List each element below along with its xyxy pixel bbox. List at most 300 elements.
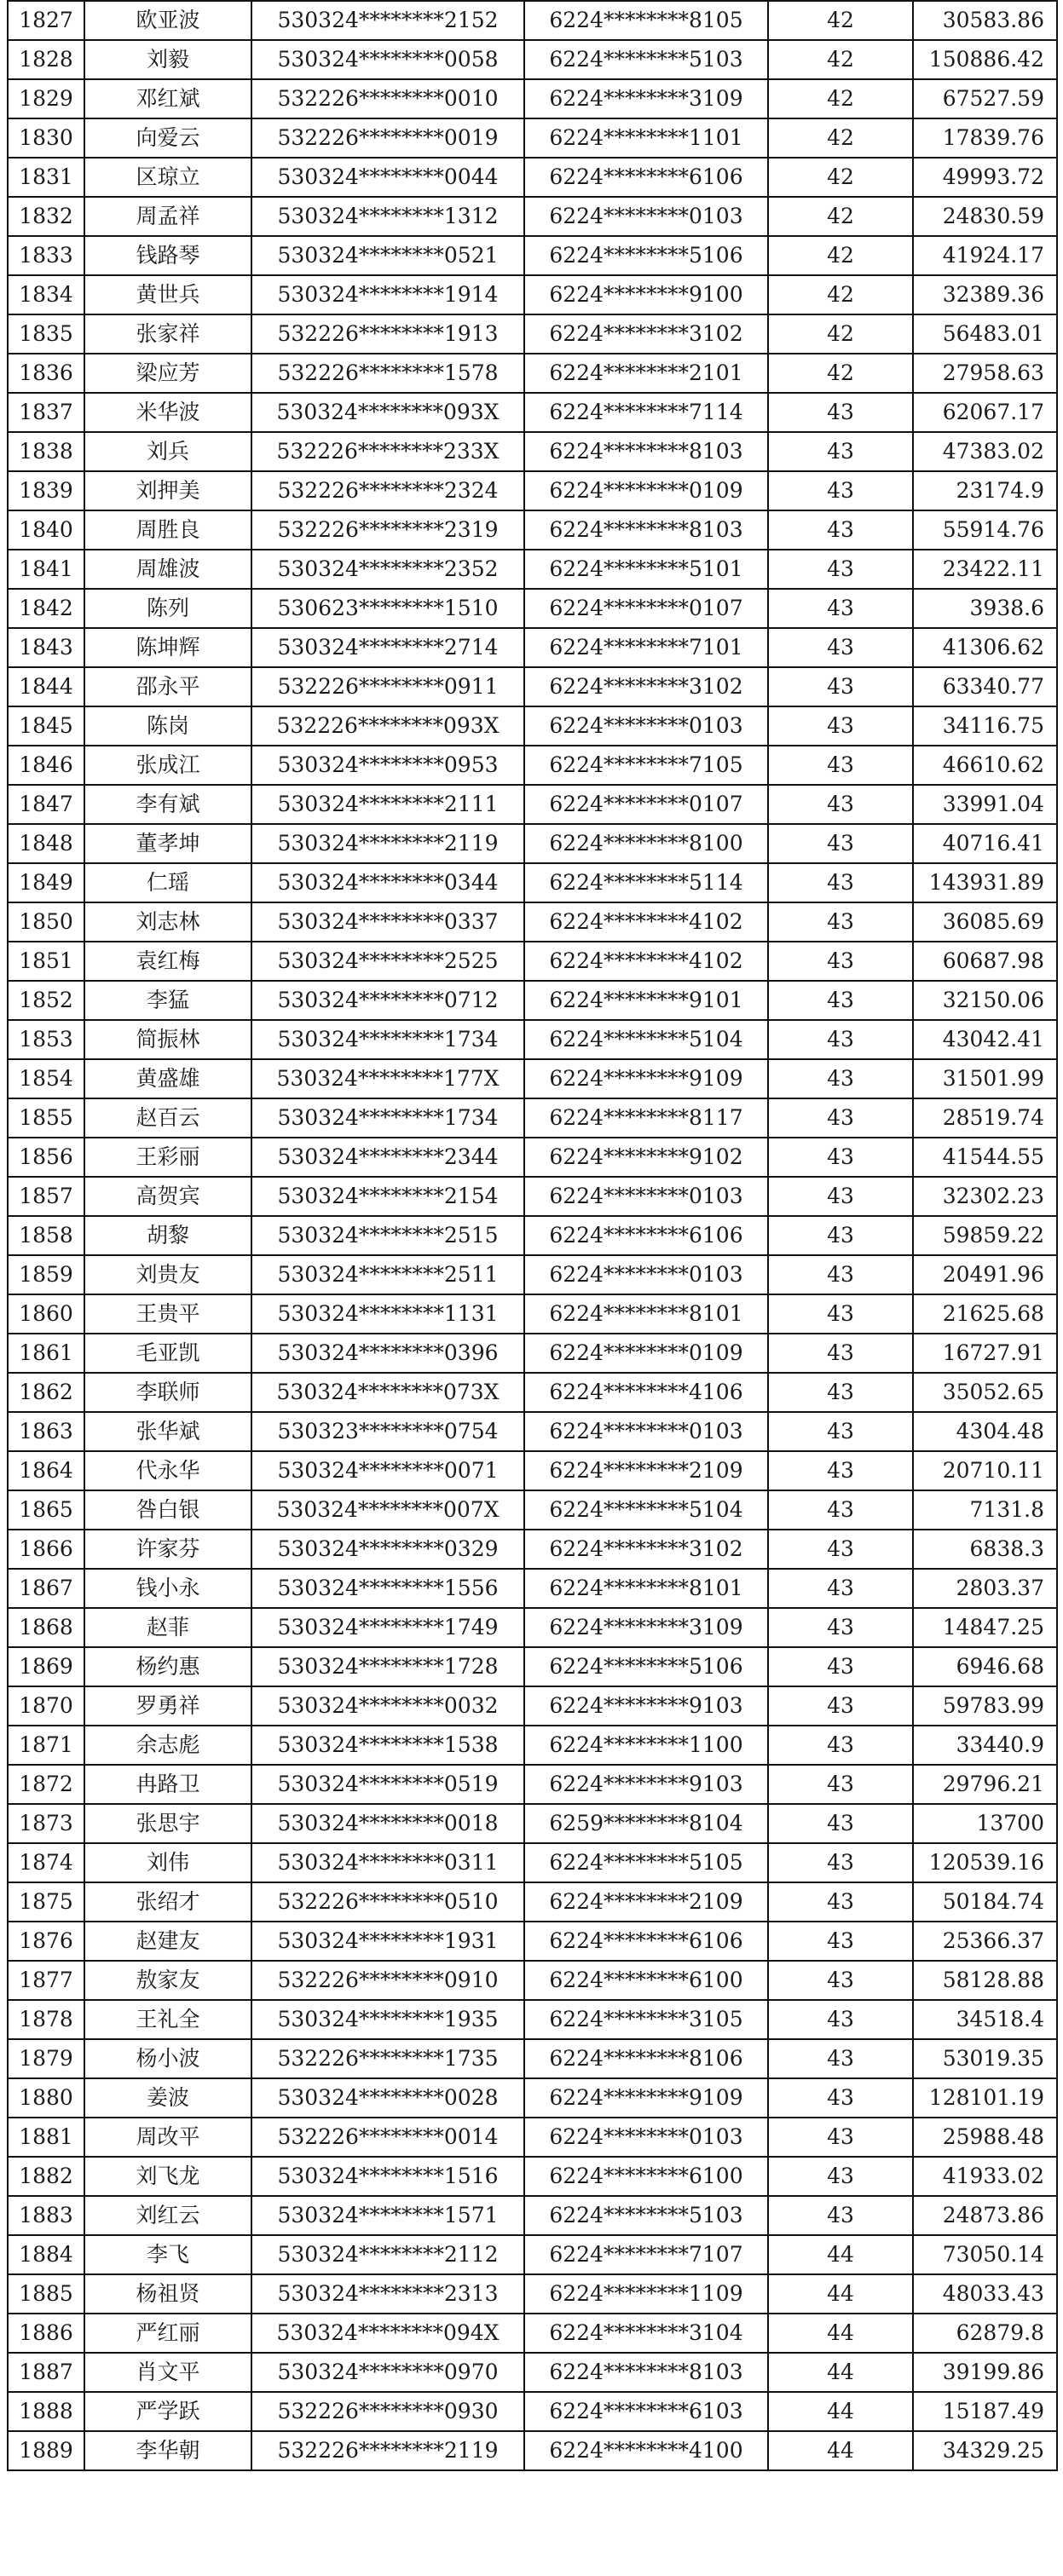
table-row — [8, 2392, 1057, 2431]
name-cell: 赵菲 — [84, 1608, 251, 1647]
row-number-cell: 1871 — [8, 1726, 84, 1765]
amount-cell: 20710.11 — [913, 1451, 1057, 1490]
row-number-cell: 1836 — [8, 354, 84, 393]
name-cell: 刘红云 — [84, 2196, 251, 2235]
card-number-cell: 6224********9109 — [524, 1059, 768, 1098]
card-number-cell: 6224********3102 — [524, 667, 768, 706]
name-cell: 董孝坤 — [84, 824, 251, 863]
card-number-cell: 6224********0103 — [524, 1255, 768, 1294]
name-cell: 刘伟 — [84, 1843, 251, 1882]
name-cell: 胡黎 — [84, 1216, 251, 1255]
card-number-cell: 6224********5106 — [524, 236, 768, 275]
table-row — [8, 1059, 1057, 1098]
name-cell: 许家芬 — [84, 1530, 251, 1569]
name-cell: 刘贵友 — [84, 1255, 251, 1294]
card-number-cell: 6224********6106 — [524, 1216, 768, 1255]
count-cell: 42 — [768, 79, 913, 118]
amount-cell: 67527.59 — [913, 79, 1057, 118]
card-number-cell: 6224********5114 — [524, 863, 768, 902]
amount-cell: 13700 — [913, 1804, 1057, 1843]
table-row — [8, 471, 1057, 510]
card-number-cell: 6224********4106 — [524, 1373, 768, 1412]
amount-cell: 150886.42 — [913, 40, 1057, 79]
card-number-cell: 6224********4100 — [524, 2431, 768, 2470]
id-number-cell: 530324********0311 — [251, 1843, 524, 1882]
table-row — [8, 393, 1057, 432]
id-number-cell: 530324********0344 — [251, 863, 524, 902]
count-cell: 44 — [768, 2431, 913, 2470]
table-row — [8, 2039, 1057, 2078]
amount-cell: 21625.68 — [913, 1294, 1057, 1334]
row-number-cell: 1833 — [8, 236, 84, 275]
count-cell: 43 — [768, 1490, 913, 1530]
id-number-cell: 530324********1312 — [251, 197, 524, 236]
card-number-cell: 6224********3102 — [524, 314, 768, 354]
name-cell: 陈岗 — [84, 706, 251, 746]
id-number-cell: 530324********2313 — [251, 2274, 524, 2314]
amount-cell: 17839.76 — [913, 118, 1057, 158]
id-number-cell: 530324********094X — [251, 2314, 524, 2353]
count-cell: 43 — [768, 2000, 913, 2039]
name-cell: 李有斌 — [84, 785, 251, 824]
id-number-cell: 532226********1735 — [251, 2039, 524, 2078]
card-number-cell: 6224********6106 — [524, 158, 768, 197]
id-number-cell: 530324********0071 — [251, 1451, 524, 1490]
count-cell: 43 — [768, 1647, 913, 1686]
row-number-cell: 1884 — [8, 2235, 84, 2274]
id-number-cell: 530324********1516 — [251, 2157, 524, 2196]
id-number-cell: 532226********233X — [251, 432, 524, 471]
card-number-cell: 6224********2109 — [524, 1451, 768, 1490]
name-cell: 赵建友 — [84, 1922, 251, 1961]
card-number-cell: 6224********7105 — [524, 746, 768, 785]
amount-cell: 58128.88 — [913, 1961, 1057, 2000]
count-cell: 43 — [768, 393, 913, 432]
amount-cell: 55914.76 — [913, 510, 1057, 550]
table-row — [8, 1412, 1057, 1451]
id-number-cell: 530324********2119 — [251, 824, 524, 863]
amount-cell: 3938.6 — [913, 589, 1057, 628]
card-number-cell: 6224********4102 — [524, 942, 768, 981]
table-row — [8, 2078, 1057, 2118]
count-cell: 44 — [768, 2235, 913, 2274]
amount-cell: 41544.55 — [913, 1138, 1057, 1177]
card-number-cell: 6224********5103 — [524, 2196, 768, 2235]
row-number-cell: 1877 — [8, 1961, 84, 2000]
name-cell: 周雄波 — [84, 550, 251, 589]
amount-cell: 41924.17 — [913, 236, 1057, 275]
table-row — [8, 275, 1057, 314]
table-row — [8, 746, 1057, 785]
count-cell: 43 — [768, 1177, 913, 1216]
row-number-cell: 1865 — [8, 1490, 84, 1530]
count-cell: 43 — [768, 902, 913, 942]
name-cell: 梁应芳 — [84, 354, 251, 393]
name-cell: 刘志林 — [84, 902, 251, 942]
amount-cell: 32389.36 — [913, 275, 1057, 314]
row-number-cell: 1857 — [8, 1177, 84, 1216]
name-cell: 张华斌 — [84, 1412, 251, 1451]
name-cell: 张家祥 — [84, 314, 251, 354]
count-cell: 43 — [768, 1138, 913, 1177]
count-cell: 43 — [768, 1451, 913, 1490]
card-number-cell: 6224********3104 — [524, 2314, 768, 2353]
id-number-cell: 532226********2324 — [251, 471, 524, 510]
amount-cell: 47383.02 — [913, 432, 1057, 471]
amount-cell: 36085.69 — [913, 902, 1057, 942]
name-cell: 周胜良 — [84, 510, 251, 550]
count-cell: 43 — [768, 746, 913, 785]
id-number-cell: 532226********1913 — [251, 314, 524, 354]
table-row — [8, 785, 1057, 824]
id-number-cell: 530324********0953 — [251, 746, 524, 785]
table-row — [8, 1020, 1057, 1059]
card-number-cell: 6224********2101 — [524, 354, 768, 393]
count-cell: 43 — [768, 1726, 913, 1765]
amount-cell: 14847.25 — [913, 1608, 1057, 1647]
table-row — [8, 2235, 1057, 2274]
id-number-cell: 532226********2119 — [251, 2431, 524, 2470]
table-row — [8, 79, 1057, 118]
amount-cell: 20491.96 — [913, 1255, 1057, 1294]
amount-cell: 24830.59 — [913, 197, 1057, 236]
count-cell: 44 — [768, 2353, 913, 2392]
row-number-cell: 1866 — [8, 1530, 84, 1569]
row-number-cell: 1840 — [8, 510, 84, 550]
row-number-cell: 1889 — [8, 2431, 84, 2470]
name-cell: 杨祖贤 — [84, 2274, 251, 2314]
amount-cell: 59859.22 — [913, 1216, 1057, 1255]
card-number-cell: 6224********8103 — [524, 510, 768, 550]
card-number-cell: 6224********0103 — [524, 706, 768, 746]
count-cell: 43 — [768, 510, 913, 550]
id-number-cell: 530324********2111 — [251, 785, 524, 824]
card-number-cell: 6224********0103 — [524, 197, 768, 236]
amount-cell: 31501.99 — [913, 1059, 1057, 1098]
row-number-cell: 1856 — [8, 1138, 84, 1177]
table-row — [8, 1765, 1057, 1804]
table-row — [8, 236, 1057, 275]
count-cell: 43 — [768, 2157, 913, 2196]
table-row — [8, 2000, 1057, 2039]
card-number-cell: 6224********7101 — [524, 628, 768, 667]
table-row — [8, 1530, 1057, 1569]
row-number-cell: 1843 — [8, 628, 84, 667]
count-cell: 43 — [768, 550, 913, 589]
amount-cell: 25988.48 — [913, 2118, 1057, 2157]
id-number-cell: 530324********0028 — [251, 2078, 524, 2118]
amount-cell: 56483.01 — [913, 314, 1057, 354]
amount-cell: 128101.19 — [913, 2078, 1057, 2118]
count-cell: 42 — [768, 197, 913, 236]
name-cell: 余志彪 — [84, 1726, 251, 1765]
card-number-cell: 6224********1109 — [524, 2274, 768, 2314]
count-cell: 43 — [768, 1843, 913, 1882]
count-cell: 43 — [768, 1569, 913, 1608]
name-cell: 区琼立 — [84, 158, 251, 197]
amount-cell: 7131.8 — [913, 1490, 1057, 1530]
count-cell: 43 — [768, 1098, 913, 1138]
name-cell: 王贵平 — [84, 1294, 251, 1334]
table-row — [8, 2314, 1057, 2353]
name-cell: 欧亚波 — [84, 1, 251, 40]
count-cell: 43 — [768, 2118, 913, 2157]
count-cell: 43 — [768, 1608, 913, 1647]
id-number-cell: 530324********0519 — [251, 1765, 524, 1804]
row-number-cell: 1838 — [8, 432, 84, 471]
id-number-cell: 530324********1749 — [251, 1608, 524, 1647]
name-cell: 王礼全 — [84, 2000, 251, 2039]
table-row — [8, 1726, 1057, 1765]
name-cell: 杨小波 — [84, 2039, 251, 2078]
amount-cell: 50184.74 — [913, 1882, 1057, 1922]
name-cell: 袁红梅 — [84, 942, 251, 981]
table-row — [8, 1922, 1057, 1961]
row-number-cell: 1835 — [8, 314, 84, 354]
id-number-cell: 530324********1728 — [251, 1647, 524, 1686]
count-cell: 43 — [768, 432, 913, 471]
name-cell: 刘毅 — [84, 40, 251, 79]
card-number-cell: 6259********8104 — [524, 1804, 768, 1843]
count-cell: 43 — [768, 1216, 913, 1255]
row-number-cell: 1850 — [8, 902, 84, 942]
id-number-cell: 530324********0058 — [251, 40, 524, 79]
row-number-cell: 1881 — [8, 2118, 84, 2157]
card-number-cell: 6224********9101 — [524, 981, 768, 1020]
row-number-cell: 1859 — [8, 1255, 84, 1294]
count-cell: 43 — [768, 1765, 913, 1804]
name-cell: 简振林 — [84, 1020, 251, 1059]
name-cell: 李联师 — [84, 1373, 251, 1412]
row-number-cell: 1852 — [8, 981, 84, 1020]
table-row — [8, 1451, 1057, 1490]
name-cell: 张绍才 — [84, 1882, 251, 1922]
card-number-cell: 6224********0103 — [524, 2118, 768, 2157]
name-cell: 钱路琴 — [84, 236, 251, 275]
row-number-cell: 1851 — [8, 942, 84, 981]
id-number-cell: 532226********1578 — [251, 354, 524, 393]
card-number-cell: 6224********5104 — [524, 1490, 768, 1530]
amount-cell: 62879.8 — [913, 2314, 1057, 2353]
row-number-cell: 1888 — [8, 2392, 84, 2431]
id-number-cell: 530324********007X — [251, 1490, 524, 1530]
card-number-cell: 6224********9100 — [524, 275, 768, 314]
amount-cell: 41933.02 — [913, 2157, 1057, 2196]
card-number-cell: 6224********3102 — [524, 1530, 768, 1569]
id-number-cell: 532226********093X — [251, 706, 524, 746]
count-cell: 44 — [768, 2274, 913, 2314]
amount-cell: 15187.49 — [913, 2392, 1057, 2431]
count-cell: 43 — [768, 1412, 913, 1451]
amount-cell: 63340.77 — [913, 667, 1057, 706]
row-number-cell: 1846 — [8, 746, 84, 785]
card-number-cell: 6224********7107 — [524, 2235, 768, 2274]
card-number-cell: 6224********0107 — [524, 785, 768, 824]
row-number-cell: 1864 — [8, 1451, 84, 1490]
table-row — [8, 589, 1057, 628]
card-number-cell: 6224********5103 — [524, 40, 768, 79]
table-row — [8, 354, 1057, 393]
table-row — [8, 1373, 1057, 1412]
count-cell: 42 — [768, 314, 913, 354]
name-cell: 高贺宾 — [84, 1177, 251, 1216]
amount-cell: 49993.72 — [913, 158, 1057, 197]
table-row — [8, 824, 1057, 863]
row-number-cell: 1873 — [8, 1804, 84, 1843]
card-number-cell: 6224********6100 — [524, 2157, 768, 2196]
amount-cell: 32302.23 — [913, 1177, 1057, 1216]
table-row — [8, 314, 1057, 354]
id-number-cell: 530324********2344 — [251, 1138, 524, 1177]
count-cell: 42 — [768, 1, 913, 40]
table-row — [8, 1569, 1057, 1608]
row-number-cell: 1854 — [8, 1059, 84, 1098]
id-number-cell: 532226********0014 — [251, 2118, 524, 2157]
row-number-cell: 1834 — [8, 275, 84, 314]
table-row — [8, 1216, 1057, 1255]
count-cell: 43 — [768, 1882, 913, 1922]
amount-cell: 33440.9 — [913, 1726, 1057, 1765]
card-number-cell: 6224********1100 — [524, 1726, 768, 1765]
id-number-cell: 530324********0337 — [251, 902, 524, 942]
row-number-cell: 1874 — [8, 1843, 84, 1882]
name-cell: 肖文平 — [84, 2353, 251, 2392]
amount-cell: 40716.41 — [913, 824, 1057, 863]
table-row — [8, 981, 1057, 1020]
table-row — [8, 510, 1057, 550]
row-number-cell: 1883 — [8, 2196, 84, 2235]
card-number-cell: 6224********0103 — [524, 1177, 768, 1216]
card-number-cell: 6224********7114 — [524, 393, 768, 432]
id-number-cell: 530324********1914 — [251, 275, 524, 314]
id-number-cell: 530324********1131 — [251, 1294, 524, 1334]
id-number-cell: 530324********0970 — [251, 2353, 524, 2392]
name-cell: 陈坤辉 — [84, 628, 251, 667]
name-cell: 邵永平 — [84, 667, 251, 706]
count-cell: 43 — [768, 1922, 913, 1961]
count-cell: 43 — [768, 667, 913, 706]
count-cell: 43 — [768, 1373, 913, 1412]
row-number-cell: 1885 — [8, 2274, 84, 2314]
row-number-cell: 1870 — [8, 1686, 84, 1726]
table-row — [8, 158, 1057, 197]
count-cell: 43 — [768, 785, 913, 824]
card-number-cell: 6224********0109 — [524, 1334, 768, 1373]
name-cell: 钱小永 — [84, 1569, 251, 1608]
amount-cell: 34116.75 — [913, 706, 1057, 746]
count-cell: 43 — [768, 706, 913, 746]
id-number-cell: 530324********2515 — [251, 1216, 524, 1255]
card-number-cell: 6224********6106 — [524, 1922, 768, 1961]
name-cell: 赵百云 — [84, 1098, 251, 1138]
id-number-cell: 530324********2511 — [251, 1255, 524, 1294]
table-row — [8, 667, 1057, 706]
id-number-cell: 532226********0010 — [251, 79, 524, 118]
amount-cell: 2803.37 — [913, 1569, 1057, 1608]
count-cell: 42 — [768, 275, 913, 314]
card-number-cell: 6224********8101 — [524, 1569, 768, 1608]
row-number-cell: 1860 — [8, 1294, 84, 1334]
row-number-cell: 1847 — [8, 785, 84, 824]
row-number-cell: 1887 — [8, 2353, 84, 2392]
card-number-cell: 6224********9102 — [524, 1138, 768, 1177]
row-number-cell: 1879 — [8, 2039, 84, 2078]
count-cell: 43 — [768, 1334, 913, 1373]
count-cell: 42 — [768, 158, 913, 197]
table-row — [8, 628, 1057, 667]
amount-cell: 6946.68 — [913, 1647, 1057, 1686]
table-row — [8, 2353, 1057, 2392]
id-number-cell: 532226********0930 — [251, 2392, 524, 2431]
row-number-cell: 1858 — [8, 1216, 84, 1255]
card-number-cell: 6224********8103 — [524, 432, 768, 471]
table-row — [8, 432, 1057, 471]
id-number-cell: 530324********2714 — [251, 628, 524, 667]
card-number-cell: 6224********5106 — [524, 1647, 768, 1686]
amount-cell: 25366.37 — [913, 1922, 1057, 1961]
row-number-cell: 1869 — [8, 1647, 84, 1686]
row-number-cell: 1855 — [8, 1098, 84, 1138]
count-cell: 43 — [768, 863, 913, 902]
name-cell: 姜波 — [84, 2078, 251, 2118]
row-number-cell: 1837 — [8, 393, 84, 432]
id-number-cell: 530324********1556 — [251, 1569, 524, 1608]
amount-cell: 120539.16 — [913, 1843, 1057, 1882]
table-row — [8, 1098, 1057, 1138]
amount-cell: 27958.63 — [913, 354, 1057, 393]
amount-cell: 143931.89 — [913, 863, 1057, 902]
table-row — [8, 2431, 1057, 2470]
id-number-cell: 530324********093X — [251, 393, 524, 432]
row-number-cell: 1875 — [8, 1882, 84, 1922]
row-number-cell: 1828 — [8, 40, 84, 79]
card-number-cell: 6224********0107 — [524, 589, 768, 628]
name-cell: 邓红斌 — [84, 79, 251, 118]
name-cell: 李飞 — [84, 2235, 251, 2274]
row-number-cell: 1844 — [8, 667, 84, 706]
id-number-cell: 530324********0712 — [251, 981, 524, 1020]
table-row — [8, 197, 1057, 236]
id-number-cell: 530324********1734 — [251, 1020, 524, 1059]
name-cell: 敖家友 — [84, 1961, 251, 2000]
amount-cell: 73050.14 — [913, 2235, 1057, 2274]
table-row — [8, 2196, 1057, 2235]
row-number-cell: 1880 — [8, 2078, 84, 2118]
id-number-cell: 530324********0329 — [251, 1530, 524, 1569]
name-cell: 李猛 — [84, 981, 251, 1020]
card-number-cell: 6224********0103 — [524, 1412, 768, 1451]
row-number-cell: 1882 — [8, 2157, 84, 2196]
table-row — [8, 1608, 1057, 1647]
name-cell: 张成江 — [84, 746, 251, 785]
table-row — [8, 1255, 1057, 1294]
amount-cell: 24873.86 — [913, 2196, 1057, 2235]
table-row — [8, 2274, 1057, 2314]
name-cell: 刘飞龙 — [84, 2157, 251, 2196]
count-cell: 43 — [768, 981, 913, 1020]
amount-cell: 28519.74 — [913, 1098, 1057, 1138]
row-number-cell: 1839 — [8, 471, 84, 510]
amount-cell: 48033.43 — [913, 2274, 1057, 2314]
table-row — [8, 902, 1057, 942]
id-number-cell: 532226********0911 — [251, 667, 524, 706]
row-number-cell: 1853 — [8, 1020, 84, 1059]
amount-cell: 46610.62 — [913, 746, 1057, 785]
name-cell: 毛亚凯 — [84, 1334, 251, 1373]
id-number-cell: 530324********0521 — [251, 236, 524, 275]
id-number-cell: 530324********1935 — [251, 2000, 524, 2039]
amount-cell: 30583.86 — [913, 1, 1057, 40]
